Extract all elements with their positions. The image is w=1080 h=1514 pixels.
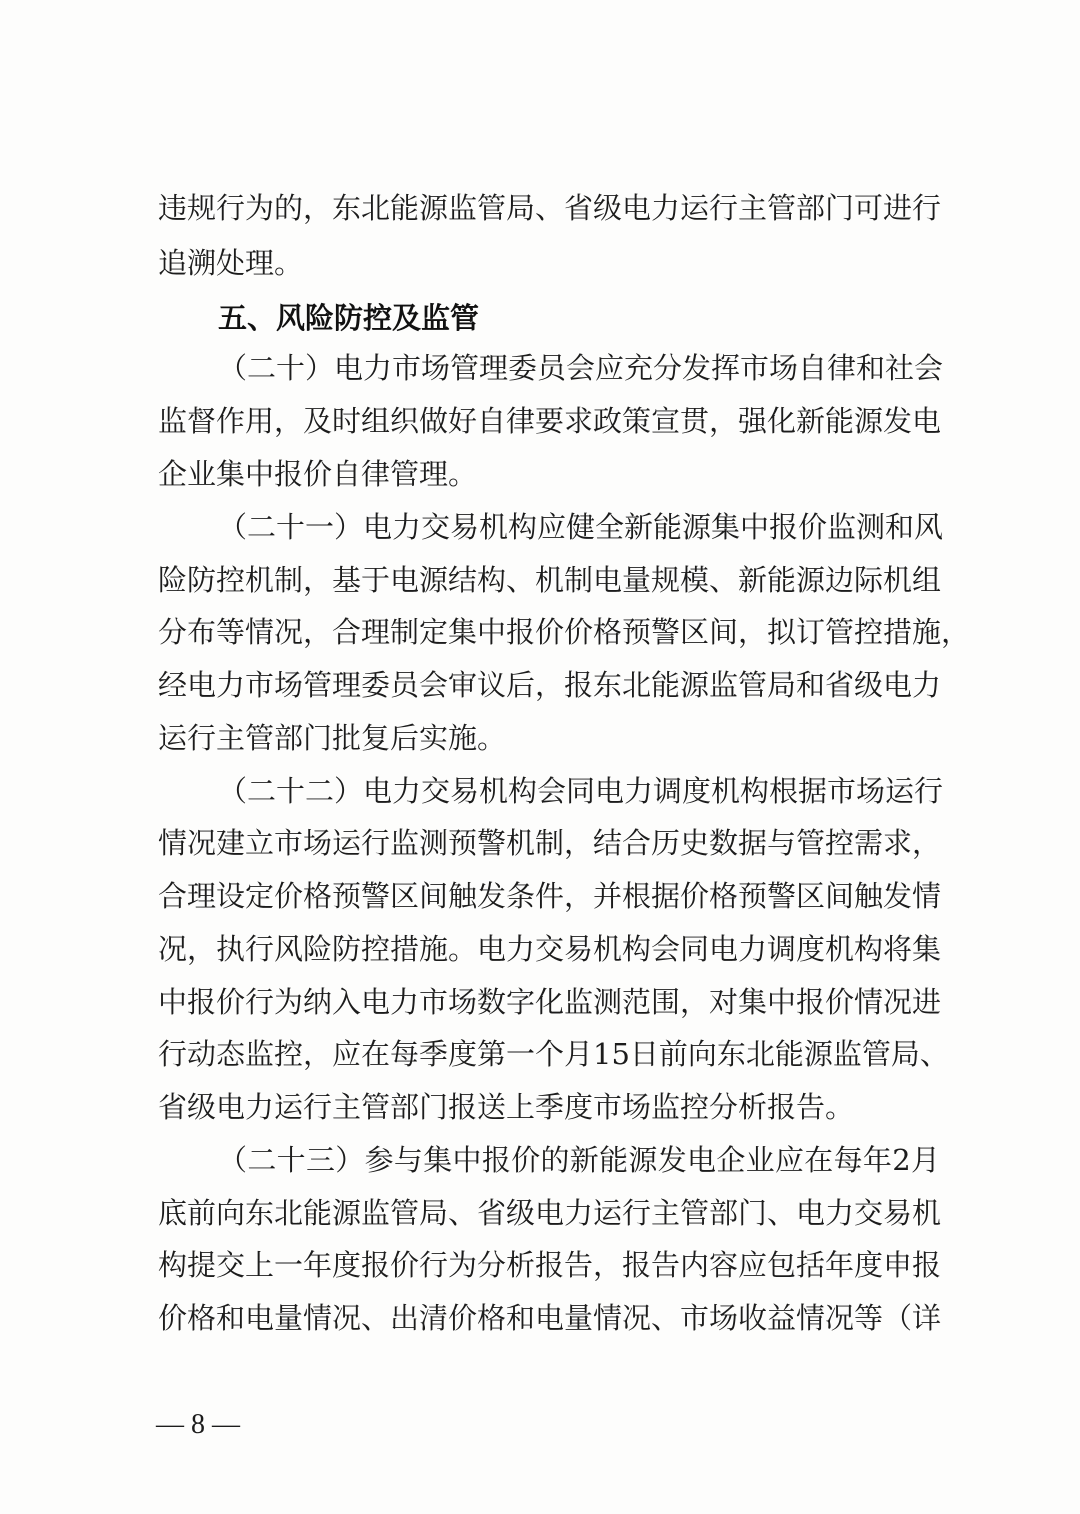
text-line: 行动态监控，应在每季度第一个月15日前向东北能源监管局、 xyxy=(158,1037,949,1071)
text-line: 企业集中报价自律管理。 xyxy=(158,457,478,491)
paragraph-start-line: （二十三）参与集中报价的新能源发电企业应在每年2月 xyxy=(218,1143,940,1177)
text-line: 价格和电量情况、出清价格和电量情况、市场收益情况等（详 xyxy=(158,1301,942,1335)
text-line: 运行主管部门批复后实施。 xyxy=(158,721,507,755)
section-heading: 五、风险防控及监管 xyxy=(218,301,480,335)
text-line: 构提交上一年度报价行为分析报告，报告内容应包括年度申报 xyxy=(158,1248,942,1282)
text-line: 底前向东北能源监管局、省级电力运行主管部门、电力交易机 xyxy=(158,1196,942,1230)
page-number: — 8 — xyxy=(156,1409,240,1440)
text-line: 情况建立市场运行监测预警机制，结合历史数据与管控需求， xyxy=(158,826,942,860)
text-line: 违规行为的，东北能源监管局、省级电力运行主管部门可进行 xyxy=(158,191,942,225)
paragraph-start-line: （二十二）电力交易机构会同电力调度机构根据市场运行 xyxy=(218,774,944,808)
paragraph-start-line: （二十）电力市场管理委员会应充分发挥市场自律和社会 xyxy=(218,351,944,385)
text-line: 省级电力运行主管部门报送上季度市场监控分析报告。 xyxy=(158,1090,855,1124)
text-line: 监督作用，及时组织做好自律要求政策宣贯，强化新能源发电 xyxy=(158,404,942,438)
text-line: 中报价行为纳入电力市场数字化监测范围，对集中报价情况进 xyxy=(158,985,942,1019)
text-line: 经电力市场管理委员会审议后，报东北能源监管局和省级电力 xyxy=(158,668,942,702)
paragraph-start-line: （二十一）电力交易机构应健全新能源集中报价监测和风 xyxy=(218,510,944,544)
text-line: 合理设定价格预警区间触发条件，并根据价格预警区间触发情 xyxy=(158,879,942,913)
text-line: 追溯处理。 xyxy=(158,246,304,280)
text-line: 险防控机制，基于电源结构、机制电量规模、新能源边际机组 xyxy=(158,563,942,597)
text-line: 况，执行风险防控措施。电力交易机构会同电力调度机构将集 xyxy=(158,932,942,966)
text-line: 分布等情况，合理制定集中报价价格预警区间，拟订管控措施， xyxy=(158,615,971,649)
